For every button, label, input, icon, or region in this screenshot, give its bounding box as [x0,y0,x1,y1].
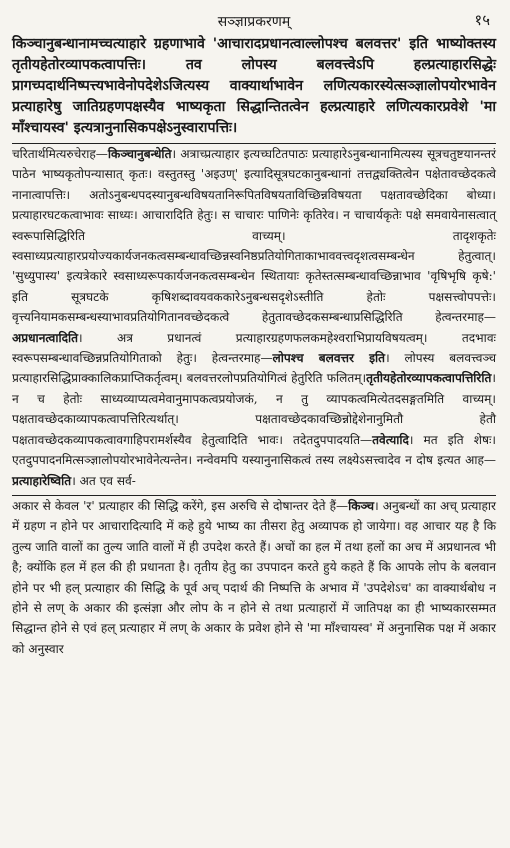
hindi-text: अकार से केवल 'र' प्रत्याहार की सिद्धि करेंगे, इस अरुचि से दोषान्तर देते हैं— [12,498,349,513]
commentary-text: । अत्राच्प्रत्याहार इत्यच्घटितपाठः प्रत्याहारेऽनुबन्धानामित्यस्य सूत्रचतुष्टयानन्तरं पाठेन भाष्यकृतोपन्यासात् कृतः। वस्तुतस्तु 'अइउण्' इत्यादिसूत्रघटकानुबन्धानां तत्तद्व्यक्तित्वेन पक्षेतावच्छेदकत्वे नानात्वापत्तिः। अतोऽनुबन्धपदस्यानुबन्धविषयतानिरूपितविषयताविच्छिन्नविषयता पक्षतावच्छेदिका बोध्या। प्रत्याहारघटकत्वाभावः साध्यः। आचारादिति हेतुः। स चाचारः पाणिनेः कृतिरेव। न चाचार्यकृतेः पक्षे समवायेनासत्वात् स्वरूपासिद्धिरिति वाच्यम्। तादृशकृतेः स्वसाध्यप्रत्याहारप्रयोज्यकार्यजनकत्वसम्बन्धावच्छिन्नस्वनिष्ठप्रतियोगिताकाभाववत्त्वदृशत्वसम्बन्धेन हेतुत्वात्। 'सुध्युपास्य' इत्यत्रेकारे स्वसाध्यरूपकार्यजनकत्वसम्बन्धेन स्थितायाः कृतेस्तत्सम्बन्धावच्छिन्नाभाव 'वृषिभृषि कृषे:' इति सूत्रघटके कृषिशब्दावयवककारेऽनुबन्धसदृशेऽस्तीति हेतोः पक्षसत्त्वोपपत्तेः। वृत्त्यनियामकसम्बन्धस्याभावप्रतियोगितानवच्छेदकत्वे हेतुतावच्छेदकसम्बन्धाप्रसिद्धिरिति हेत्वन्तरमाह— [12,147,496,325]
hindi-pratika: किञ्च [348,498,375,513]
commentary-text: । लोपस्य बलवत्त्वञ्च प्रत्याहारसिद्धिप्राक्कालिकप्राप्तिकर्तृत्वम्। बलवत्तरलोपप्रतियोगित्वं हेतुरिति फलितम्। [12,351,497,386]
commentary-paragraph [12,144,496,491]
running-head: सञ्ज्ञाप्रकरणम् [217,14,291,30]
commentary-pratika: प्रत्याहारेष्विति [12,473,72,488]
commentary-text: । अत्र प्रधानत्वं प्रत्याहारग्रहणफलकमहेश्वराभिप्रायविषयत्वम्। तदभावः स्वरूपसम्बन्धावच्छिन्नप्रतियोगिताको हेतुः। हेत्वन्तरमाह— [12,330,496,366]
commentary-block [12,144,496,491]
hindi-paragraph [12,496,496,659]
commentary-text: । अत एव सर्व- [71,473,136,488]
hindi-block [12,496,496,659]
commentary-pratika: किञ्चानुबन्धेति [107,147,172,161]
mula-text: किञ्चानुबन्धानामच्चत्याहारे ग्रहणाभावे 'आचारादप्रधानत्वाल्लोपश्च बलवत्तर' इति भाष्योक्तस्य तृतीयहेतोरव्यापकत्वापत्तिः। तव लोपस्य बलवत्त्वेऽपि हल्प्रत्याहारसिद्धेः प्रागच्पदार्थनिष्पत्त्यभावेनोपदेशेऽजित्यस्य वाक्यार्थाभावेन लणित्यकारस्येत्सञ्ज्ञालोपयोरभावेन प्रत्याहारेषु जातिग्रहणपक्षस्यैव भाष्यकृता सिद्धान्तितत्वेन हल्प्रत्याहारे लणित्यकारप्रवेशे 'मा माँश्चायस्व' इत्यत्रानुनासिकपक्षेऽनुस्वारापत्तिः। [12,36,496,136]
hindi-text: । अनुबन्धों का अच् प्रत्याहार में ग्रहण न होने पर आचारादित्यादि में कहे हुये भाष्य का तीसरा हेतु अव्यापक हो जायेगा। वह आचार यह है कि तुल्य जाति वालों का तुल्य जाति वालों में ही उपदेश करते हैं। अचों का हल में तथा हलों का अच में अप्रधानत्व भी है; क्योंकि हल में हल की ही प्रधानता है। तृतीय हेतु का उपपादन करते हुये कहते हैं कि आपके लोप के बलवान होने पर भी हल् प्रत्याहार की सिद्धि के पूर्व अच् पदार्थ की निष्पत्ति के अभाव में 'उपदेशेऽच' का वाक्यार्थबोध न होने से लण् के अकार की इत्संज्ञा और लोप के न होने से तथा प्रत्याहारों में जातिपक्ष का ही भाष्यकारसम्मत सिद्धान्त होने से एवं हल् प्रत्याहार में लण् के अकार के प्रवेश होने से 'मा माँश्चायस्व' में अनुनासिक पक्ष में अकार को अनुस्वार [12,498,496,656]
commentary-pratika: लोपश्च बलवत्तर इति [272,351,386,366]
page-header [12,6,496,34]
commentary-pratika: तृतीयहेतोरव्यापकत्वापत्तिरिति [366,371,492,386]
commentary-text: । मत इति शेषः। एतदुपपादनमित्सञ्ज्ञालोपयोरभावेनेत्यन्तेन। नन्वेवमपि यस्यानुनासिकत्वं तस्य लक्ष्येऽसत्त्वादेव न दोष इत्यत आह— [12,432,496,468]
commentary-text: चरितार्थमित्यरुचेराह— [12,147,108,161]
commentary-pratika: तवेत्यादि [372,432,409,447]
page-number: १५ [474,11,490,29]
commentary-text: । न च हेतोः साध्यव्याप्यत्वमेवानुमापकत्वप्रयोजकं, न तु व्यापकत्वमित्येतदसङ्गतमिति वाच्यम्। पक्षतावच्छेदकाव्यापकत्वापत्तिरित्यर्थात्। पक्षतावच्छेदकावच्छिन्नोद्देशेनानुमितौ हेतौ पक्षतावच्छेदकव्यापकत्वावगाहिपरामर्शस्यैव हेतुत्वादिति भावः। तदेतदुपपादयति— [12,371,496,447]
mula-block [12,34,496,139]
commentary-pratika: अप्रधानत्वादिति [12,330,79,345]
